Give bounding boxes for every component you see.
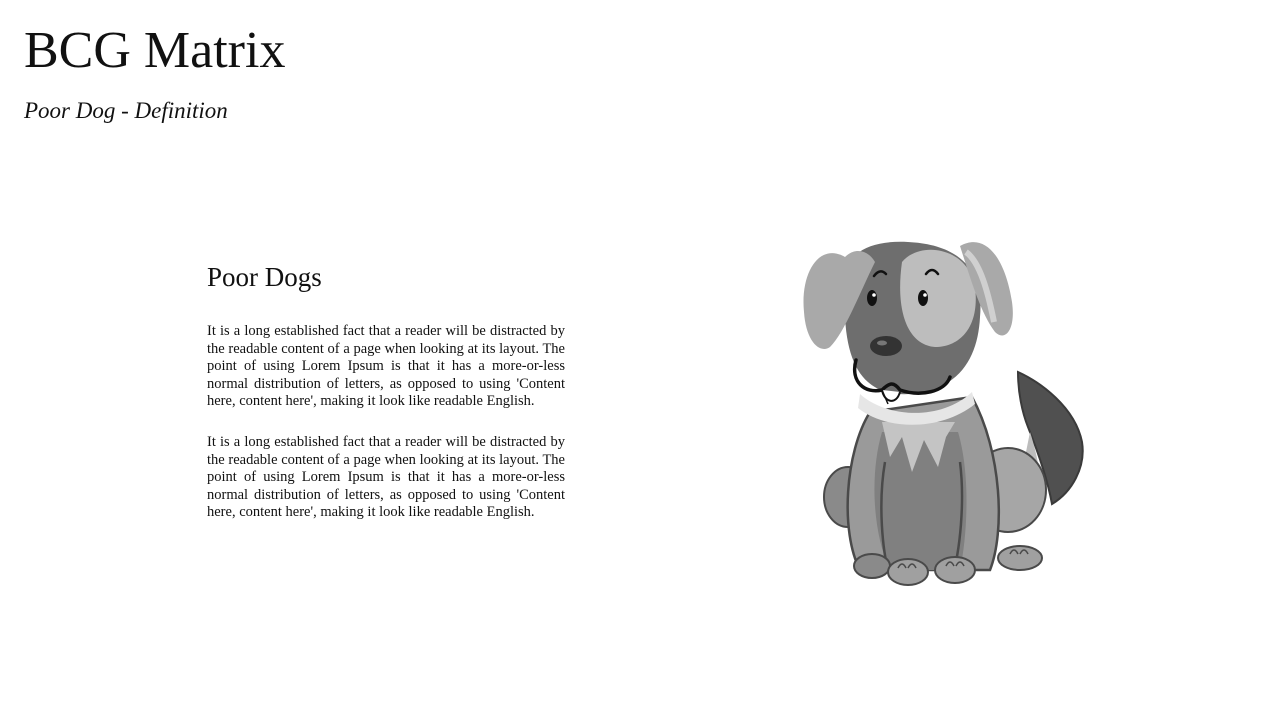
dog-paw	[935, 557, 975, 583]
dog-eye-left	[867, 290, 877, 306]
text-block	[207, 262, 565, 545]
paragraph-2: It is a long established fact that a reader will be distracted by the readable content of a page when looking at its layout. The point of using Lorem Ipsum is that it has a more-or-less normal distribution of letters, as opposed to using 'Content here, content here', making it look like readable English.	[207, 433, 565, 521]
dog-paw	[888, 559, 928, 585]
dog-paw	[998, 546, 1042, 570]
paragraph-1: It is a long established fact that a reader will be distracted by the readable content of a page when looking at its layout. The point of using Lorem Ipsum is that it has a more-or-less normal distribution of letters, as opposed to using 'Content here, content here', making it look like readable English.	[207, 323, 565, 410]
dog-eye-right	[918, 290, 928, 306]
slide-subtitle: Poor Dog - Definition	[24, 98, 228, 123]
dog-illustration-icon	[790, 232, 1100, 602]
dog-nose	[870, 336, 902, 356]
dog-paw	[854, 554, 890, 578]
section-heading: Poor Dogs	[207, 262, 322, 292]
slide-title: BCG Matrix	[24, 22, 286, 79]
